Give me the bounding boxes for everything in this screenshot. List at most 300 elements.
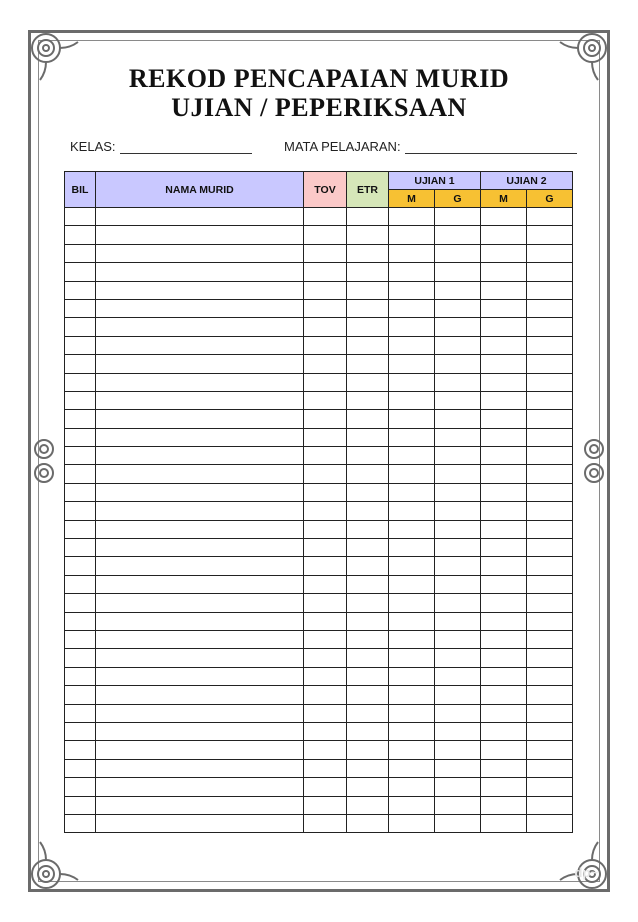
cell-etr (347, 722, 389, 740)
cell-bil (65, 649, 96, 667)
cell-ujian2-g (527, 299, 573, 317)
cell-ujian2-m (481, 575, 527, 593)
cell-bil (65, 594, 96, 612)
cell-ujian2-g (527, 520, 573, 538)
cell-tov (304, 263, 347, 281)
cell-ujian2-g (527, 722, 573, 740)
cell-ujian1-m (389, 667, 435, 685)
cell-bil (65, 208, 96, 226)
cell-bil (65, 428, 96, 446)
cell-ujian1-g (435, 318, 481, 336)
cell-ujian2-g (527, 612, 573, 630)
table-row (65, 686, 573, 704)
cell-ujian2-m (481, 355, 527, 373)
cell-ujian2-m (481, 649, 527, 667)
cell-ujian1-m (389, 557, 435, 575)
cell-bil (65, 722, 96, 740)
cell-ujian1-m (389, 373, 435, 391)
cell-ujian1-m (389, 428, 435, 446)
cell-ujian2-m (481, 502, 527, 520)
cell-bil (65, 520, 96, 538)
cell-ujian2-g (527, 557, 573, 575)
cell-ujian1-m (389, 759, 435, 777)
cell-ujian2-m (481, 796, 527, 814)
cell-ujian2-g (527, 355, 573, 373)
cell-ujian2-m (481, 410, 527, 428)
cell-nama (96, 226, 304, 244)
cell-ujian2-m (481, 778, 527, 796)
cell-bil (65, 796, 96, 814)
cell-tov (304, 612, 347, 630)
cell-nama (96, 575, 304, 593)
cell-nama (96, 447, 304, 465)
cell-etr (347, 667, 389, 685)
cell-ujian2-g (527, 575, 573, 593)
cell-tov (304, 299, 347, 317)
cell-tov (304, 391, 347, 409)
cell-ujian1-g (435, 667, 481, 685)
cell-tov (304, 630, 347, 648)
cell-tov (304, 226, 347, 244)
cell-ujian1-g (435, 759, 481, 777)
cell-bil (65, 465, 96, 483)
cell-ujian1-g (435, 391, 481, 409)
cell-ujian1-m (389, 704, 435, 722)
cell-tov (304, 373, 347, 391)
cell-ujian2-m (481, 630, 527, 648)
mata-pelajaran-field (284, 139, 577, 154)
cell-bil (65, 741, 96, 759)
cell-ujian1-g (435, 244, 481, 262)
mata-pelajaran-label: MATA PELAJARAN: (284, 139, 401, 154)
kelas-field (70, 139, 252, 154)
cell-etr (347, 594, 389, 612)
cell-ujian1-g (435, 226, 481, 244)
cell-ujian2-g (527, 741, 573, 759)
table-row (65, 355, 573, 373)
cell-ujian2-m (481, 557, 527, 575)
cell-nama (96, 796, 304, 814)
cell-tov (304, 428, 347, 446)
cell-ujian1-m (389, 483, 435, 501)
cell-nama (96, 336, 304, 354)
cell-ujian2-m (481, 483, 527, 501)
cell-ujian1-g (435, 465, 481, 483)
table-row (65, 447, 573, 465)
cell-ujian1-g (435, 796, 481, 814)
table-row (65, 539, 573, 557)
cell-ujian2-m (481, 447, 527, 465)
cell-ujian1-m (389, 778, 435, 796)
cell-tov (304, 447, 347, 465)
cell-bil (65, 630, 96, 648)
cell-bil (65, 612, 96, 630)
cell-tov (304, 814, 347, 832)
header-bil: BIL (65, 172, 96, 208)
table-body (65, 208, 573, 833)
watermark: dp~ (574, 865, 598, 880)
cell-ujian2-m (481, 465, 527, 483)
cell-etr (347, 226, 389, 244)
cell-nama (96, 299, 304, 317)
cell-ujian2-g (527, 667, 573, 685)
cell-etr (347, 630, 389, 648)
cell-ujian1-g (435, 336, 481, 354)
cell-etr (347, 759, 389, 777)
table-row (65, 318, 573, 336)
cell-ujian2-g (527, 759, 573, 777)
cell-etr (347, 391, 389, 409)
cell-ujian2-g (527, 226, 573, 244)
cell-etr (347, 447, 389, 465)
cell-ujian1-m (389, 722, 435, 740)
cell-ujian1-m (389, 336, 435, 354)
cell-ujian2-m (481, 741, 527, 759)
table-row (65, 208, 573, 226)
cell-bil (65, 226, 96, 244)
table-row (65, 667, 573, 685)
cell-ujian1-g (435, 355, 481, 373)
cell-ujian1-m (389, 814, 435, 832)
student-record-table (64, 171, 573, 833)
cell-etr (347, 355, 389, 373)
cell-ujian2-g (527, 502, 573, 520)
cell-bil (65, 557, 96, 575)
cell-tov (304, 410, 347, 428)
header-nama-murid: NAMA MURID (96, 172, 304, 208)
cell-ujian1-m (389, 630, 435, 648)
cell-tov (304, 557, 347, 575)
cell-ujian1-m (389, 281, 435, 299)
cell-ujian2-g (527, 686, 573, 704)
cell-ujian1-m (389, 226, 435, 244)
cell-bil (65, 686, 96, 704)
cell-ujian1-g (435, 502, 481, 520)
cell-ujian1-m (389, 539, 435, 557)
cell-etr (347, 336, 389, 354)
cell-ujian2-m (481, 539, 527, 557)
kelas-blank-line (120, 139, 252, 154)
cell-ujian1-m (389, 594, 435, 612)
cell-nama (96, 520, 304, 538)
cell-nama (96, 373, 304, 391)
table-row (65, 465, 573, 483)
cell-ujian2-g (527, 318, 573, 336)
cell-tov (304, 502, 347, 520)
cell-bil (65, 244, 96, 262)
cell-ujian2-m (481, 336, 527, 354)
document-title-line-1: REKOD PENCAPAIAN MURID (128, 64, 510, 93)
header-ujian-2-g: G (527, 190, 573, 208)
cell-bil (65, 539, 96, 557)
cell-ujian1-m (389, 263, 435, 281)
cell-ujian2-g (527, 630, 573, 648)
table-row (65, 557, 573, 575)
cell-bil (65, 263, 96, 281)
cell-ujian2-g (527, 336, 573, 354)
cell-tov (304, 796, 347, 814)
table-row (65, 391, 573, 409)
cell-ujian2-m (481, 722, 527, 740)
cell-etr (347, 244, 389, 262)
header-ujian-2: UJIAN 2 (481, 172, 573, 190)
table-row (65, 778, 573, 796)
cell-ujian1-m (389, 299, 435, 317)
cell-ujian1-g (435, 373, 481, 391)
cell-ujian2-g (527, 539, 573, 557)
cell-ujian2-g (527, 410, 573, 428)
cell-ujian2-m (481, 263, 527, 281)
table-row (65, 428, 573, 446)
table-row (65, 796, 573, 814)
cell-bil (65, 502, 96, 520)
cell-nama (96, 539, 304, 557)
cell-nama (96, 391, 304, 409)
cell-tov (304, 483, 347, 501)
cell-tov (304, 759, 347, 777)
header-tov: TOV (304, 172, 347, 208)
cell-ujian2-m (481, 686, 527, 704)
cell-ujian1-g (435, 649, 481, 667)
cell-tov (304, 208, 347, 226)
cell-etr (347, 741, 389, 759)
cell-bil (65, 575, 96, 593)
cell-ujian2-m (481, 612, 527, 630)
cell-tov (304, 704, 347, 722)
cell-nama (96, 244, 304, 262)
cell-bil (65, 299, 96, 317)
cell-ujian2-m (481, 594, 527, 612)
cell-etr (347, 281, 389, 299)
cell-etr (347, 539, 389, 557)
cell-bil (65, 704, 96, 722)
cell-ujian1-g (435, 299, 481, 317)
cell-ujian1-g (435, 483, 481, 501)
cell-ujian1-m (389, 355, 435, 373)
cell-ujian2-m (481, 281, 527, 299)
cell-ujian1-g (435, 612, 481, 630)
cell-bil (65, 759, 96, 777)
cell-tov (304, 741, 347, 759)
cell-etr (347, 686, 389, 704)
cell-ujian1-m (389, 391, 435, 409)
cell-ujian2-g (527, 465, 573, 483)
cell-tov (304, 318, 347, 336)
cell-etr (347, 502, 389, 520)
cell-ujian2-m (481, 667, 527, 685)
cell-ujian1-m (389, 208, 435, 226)
cell-bil (65, 410, 96, 428)
table-row (65, 410, 573, 428)
cell-ujian2-g (527, 649, 573, 667)
cell-ujian1-g (435, 686, 481, 704)
side-ornament-right (574, 431, 614, 491)
cell-etr (347, 318, 389, 336)
cell-ujian1-g (435, 814, 481, 832)
table-row (65, 759, 573, 777)
cell-etr (347, 410, 389, 428)
cell-nama (96, 630, 304, 648)
cell-etr (347, 575, 389, 593)
cell-ujian2-m (481, 373, 527, 391)
cell-etr (347, 465, 389, 483)
cell-nama (96, 502, 304, 520)
header-ujian-1-g: G (435, 190, 481, 208)
cell-ujian2-g (527, 373, 573, 391)
table-row (65, 373, 573, 391)
cell-etr (347, 796, 389, 814)
cell-ujian1-m (389, 244, 435, 262)
cell-ujian1-g (435, 741, 481, 759)
cell-nama (96, 612, 304, 630)
table-row (65, 630, 573, 648)
kelas-label: KELAS: (70, 139, 116, 154)
cell-ujian1-g (435, 281, 481, 299)
table-row (65, 814, 573, 832)
cell-etr (347, 373, 389, 391)
cell-ujian2-m (481, 428, 527, 446)
cell-nama (96, 722, 304, 740)
cell-tov (304, 520, 347, 538)
cell-bil (65, 447, 96, 465)
cell-ujian2-g (527, 447, 573, 465)
cell-nama (96, 483, 304, 501)
cell-etr (347, 649, 389, 667)
cell-ujian1-g (435, 208, 481, 226)
cell-ujian2-g (527, 208, 573, 226)
cell-ujian1-m (389, 649, 435, 667)
cell-ujian2-m (481, 520, 527, 538)
header-ujian-1-m: M (389, 190, 435, 208)
corner-ornament-bottom-left (26, 840, 80, 894)
cell-nama (96, 281, 304, 299)
cell-etr (347, 483, 389, 501)
cell-ujian2-m (481, 814, 527, 832)
cell-etr (347, 814, 389, 832)
cell-ujian1-m (389, 318, 435, 336)
cell-nama (96, 741, 304, 759)
cell-ujian1-g (435, 722, 481, 740)
cell-ujian1-g (435, 520, 481, 538)
cell-ujian2-m (481, 299, 527, 317)
cell-bil (65, 318, 96, 336)
cell-ujian1-g (435, 557, 481, 575)
cell-bil (65, 667, 96, 685)
cell-ujian1-g (435, 410, 481, 428)
mata-pelajaran-blank-line (405, 139, 577, 154)
cell-ujian1-m (389, 502, 435, 520)
cell-ujian1-g (435, 263, 481, 281)
cell-nama (96, 263, 304, 281)
cell-etr (347, 428, 389, 446)
cell-ujian1-g (435, 594, 481, 612)
cell-ujian2-m (481, 318, 527, 336)
cell-ujian2-g (527, 594, 573, 612)
table-row (65, 722, 573, 740)
cell-nama (96, 814, 304, 832)
cell-ujian2-g (527, 704, 573, 722)
cell-ujian2-m (481, 208, 527, 226)
cell-tov (304, 575, 347, 593)
cell-ujian1-g (435, 630, 481, 648)
cell-nama (96, 759, 304, 777)
cell-tov (304, 336, 347, 354)
cell-ujian2-m (481, 244, 527, 262)
cell-ujian2-g (527, 263, 573, 281)
cell-bil (65, 373, 96, 391)
cell-bil (65, 355, 96, 373)
table-row (65, 483, 573, 501)
cell-nama (96, 465, 304, 483)
cell-tov (304, 281, 347, 299)
table-row (65, 649, 573, 667)
cell-ujian1-g (435, 447, 481, 465)
cell-tov (304, 667, 347, 685)
table-row (65, 336, 573, 354)
cell-ujian1-g (435, 704, 481, 722)
cell-tov (304, 594, 347, 612)
cell-tov (304, 465, 347, 483)
cell-bil (65, 391, 96, 409)
table-row (65, 704, 573, 722)
cell-tov (304, 539, 347, 557)
cell-bil (65, 336, 96, 354)
cell-nama (96, 557, 304, 575)
cell-nama (96, 778, 304, 796)
cell-etr (347, 263, 389, 281)
cell-nama (96, 355, 304, 373)
cell-etr (347, 557, 389, 575)
cell-tov (304, 778, 347, 796)
table-row (65, 244, 573, 262)
side-ornament-left (24, 431, 64, 491)
cell-tov (304, 686, 347, 704)
header-etr: ETR (347, 172, 389, 208)
cell-etr (347, 704, 389, 722)
cell-nama (96, 667, 304, 685)
table-row (65, 520, 573, 538)
table-row (65, 281, 573, 299)
cell-bil (65, 814, 96, 832)
cell-bil (65, 281, 96, 299)
cell-ujian1-m (389, 686, 435, 704)
cell-nama (96, 318, 304, 336)
cell-ujian1-g (435, 428, 481, 446)
document-title-line-2: UJIAN / PEPERIKSAAN (171, 93, 467, 122)
cell-tov (304, 649, 347, 667)
cell-ujian2-g (527, 428, 573, 446)
cell-etr (347, 208, 389, 226)
cell-ujian2-g (527, 244, 573, 262)
cell-etr (347, 612, 389, 630)
cell-ujian2-g (527, 778, 573, 796)
cell-tov (304, 244, 347, 262)
cell-ujian1-m (389, 741, 435, 759)
cell-ujian1-m (389, 612, 435, 630)
cell-ujian1-g (435, 539, 481, 557)
cell-bil (65, 483, 96, 501)
cell-nama (96, 208, 304, 226)
cell-ujian1-m (389, 796, 435, 814)
table-row (65, 575, 573, 593)
cell-tov (304, 722, 347, 740)
cell-ujian1-g (435, 778, 481, 796)
cell-nama (96, 428, 304, 446)
cell-ujian1-m (389, 575, 435, 593)
table-row (65, 263, 573, 281)
table-row (65, 612, 573, 630)
cell-ujian1-m (389, 520, 435, 538)
